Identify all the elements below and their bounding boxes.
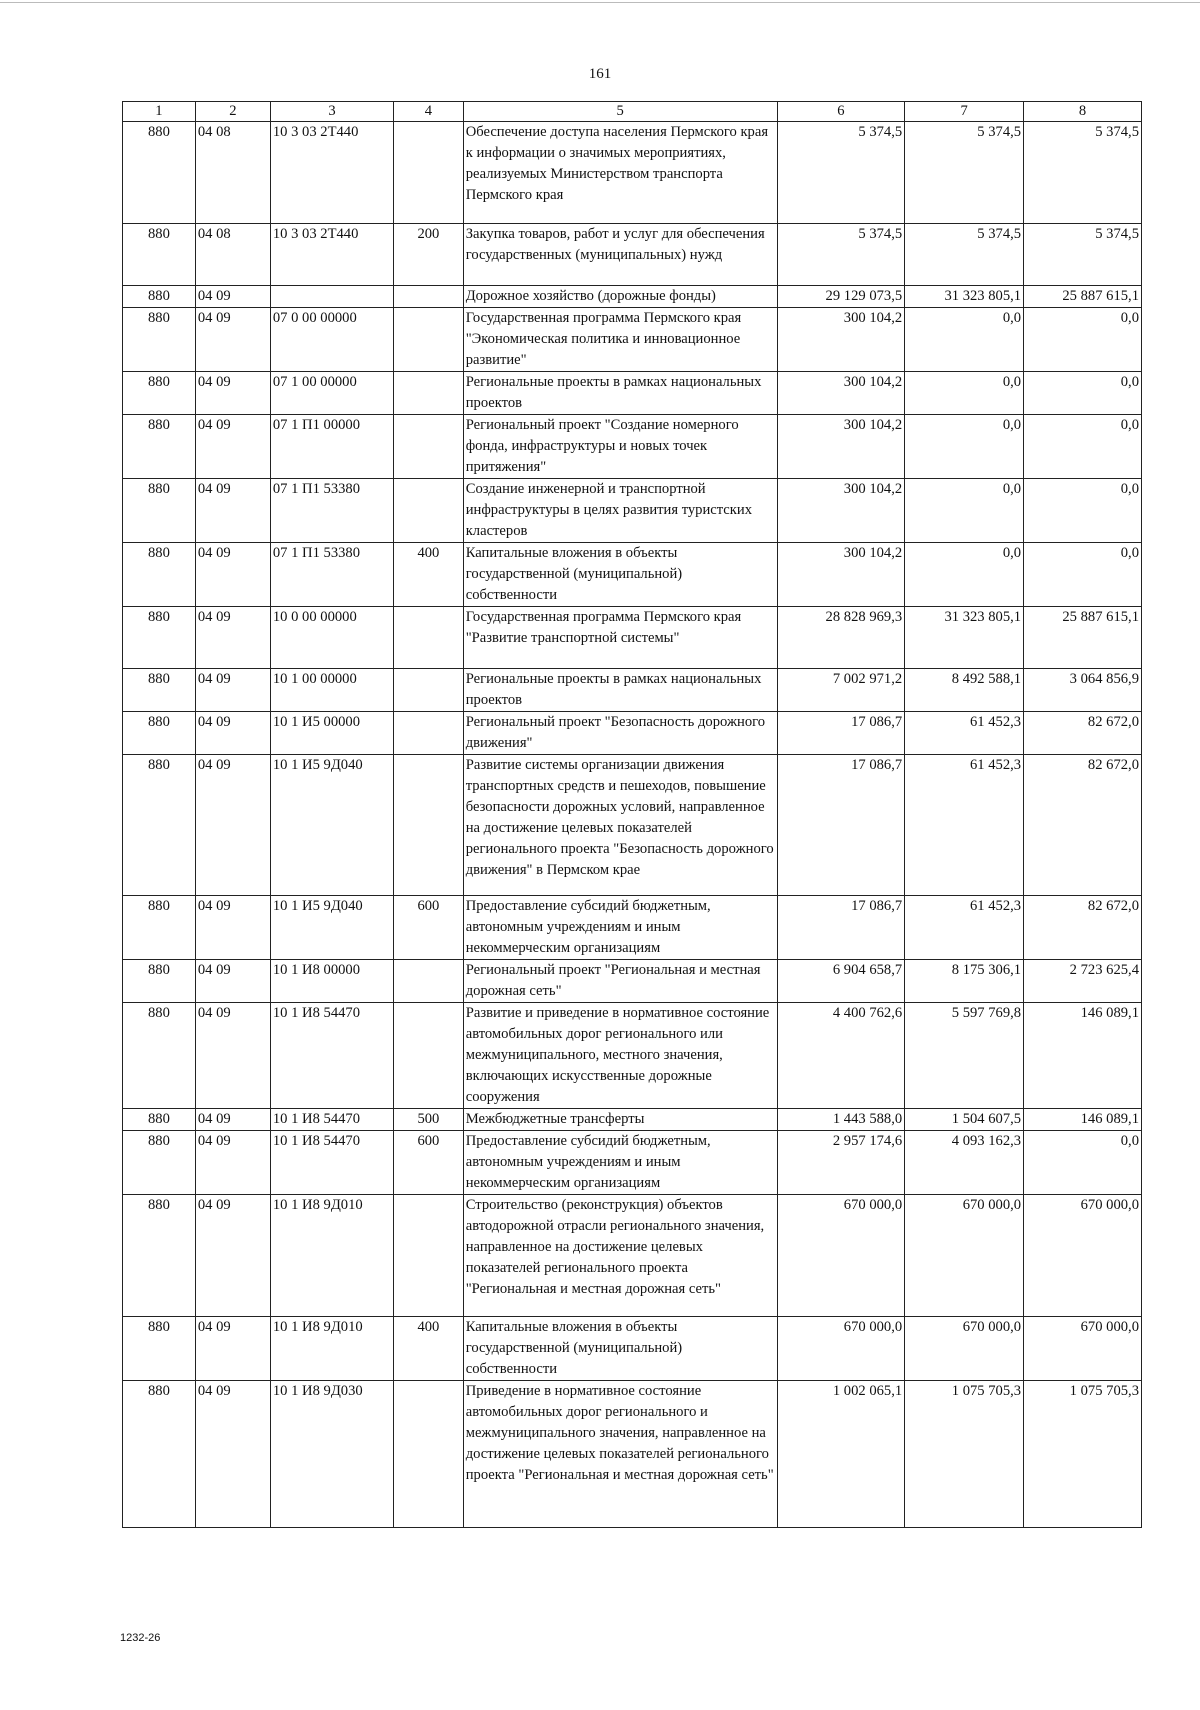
cell-section-code: 04 09 (195, 479, 270, 543)
cell-target-code: 10 1 И8 54470 (270, 1131, 393, 1195)
table-row (123, 960, 1142, 1003)
cell-admin-code: 880 (123, 1317, 196, 1381)
cell-amount-col6: 17 086,7 (777, 896, 905, 960)
cell-section-code: 04 09 (195, 415, 270, 479)
cell-description: Региональные проекты в рамках национальных проектов (463, 669, 777, 712)
cell-section-code: 04 09 (195, 960, 270, 1003)
cell-amount-col6: 300 104,2 (777, 308, 905, 372)
cell-description: Региональные проекты в рамках национальных проектов (463, 372, 777, 415)
cell-amount-col7: 1 504 607,5 (905, 1109, 1024, 1131)
table-row (123, 1109, 1142, 1131)
table-row (123, 896, 1142, 960)
cell-amount-col8: 82 672,0 (1024, 755, 1142, 896)
cell-target-code: 10 3 03 2Т440 (270, 224, 393, 286)
cell-expense-type: 400 (394, 543, 464, 607)
cell-admin-code: 880 (123, 1195, 196, 1317)
cell-admin-code: 880 (123, 1131, 196, 1195)
column-header: 6 (777, 102, 905, 122)
table-row (123, 286, 1142, 308)
cell-target-code: 10 3 03 2Т440 (270, 122, 393, 224)
cell-section-code: 04 09 (195, 543, 270, 607)
cell-section-code: 04 09 (195, 1381, 270, 1528)
cell-amount-col6: 2 957 174,6 (777, 1131, 905, 1195)
cell-description: Капитальные вложения в объекты государственной (муниципальной) собственности (463, 1317, 777, 1381)
cell-amount-col7: 8 492 588,1 (905, 669, 1024, 712)
table-row (123, 1317, 1142, 1381)
page-number: 161 (588, 66, 612, 82)
cell-description: Развитие и приведение в нормативное состояние автомобильных дорог регионального или межмуниципального, местного значения, включающих искусственные дорожные сооружения (463, 1003, 777, 1109)
cell-amount-col8: 82 672,0 (1024, 712, 1142, 755)
cell-description: Предоставление субсидий бюджетным, автономным учреждениям и иным некоммерческим организациям (463, 896, 777, 960)
scan-edge-line (0, 2, 1200, 3)
cell-amount-col7: 0,0 (905, 415, 1024, 479)
cell-amount-col8: 0,0 (1024, 415, 1142, 479)
column-header: 2 (195, 102, 270, 122)
table-row (123, 1381, 1142, 1528)
cell-amount-col8: 146 089,1 (1024, 1003, 1142, 1109)
cell-amount-col7: 0,0 (905, 543, 1024, 607)
cell-admin-code: 880 (123, 308, 196, 372)
table-row (123, 479, 1142, 543)
cell-expense-type (394, 669, 464, 712)
cell-target-code: 10 0 00 00000 (270, 607, 393, 669)
cell-expense-type (394, 479, 464, 543)
cell-target-code: 07 1 П1 53380 (270, 543, 393, 607)
cell-expense-type (394, 372, 464, 415)
cell-admin-code: 880 (123, 607, 196, 669)
cell-section-code: 04 09 (195, 1317, 270, 1381)
cell-amount-col8: 3 064 856,9 (1024, 669, 1142, 712)
cell-description: Приведение в нормативное состояние автомобильных дорог регионального и межмуниципального значения, направленное на достижение целевых показателей регионального проекта "Региональная и местная дорожная сеть" (463, 1381, 777, 1528)
column-header: 8 (1024, 102, 1142, 122)
cell-expense-type (394, 122, 464, 224)
cell-amount-col7: 61 452,3 (905, 712, 1024, 755)
cell-description: Государственная программа Пермского края "Экономическая политика и инновационное развитие" (463, 308, 777, 372)
cell-section-code: 04 09 (195, 896, 270, 960)
cell-amount-col7: 0,0 (905, 372, 1024, 415)
cell-description: Региональный проект "Безопасность дорожного движения" (463, 712, 777, 755)
cell-amount-col6: 300 104,2 (777, 415, 905, 479)
cell-amount-col6: 28 828 969,3 (777, 607, 905, 669)
cell-admin-code: 880 (123, 543, 196, 607)
cell-admin-code: 880 (123, 372, 196, 415)
cell-section-code: 04 09 (195, 1109, 270, 1131)
cell-admin-code: 880 (123, 960, 196, 1003)
cell-section-code: 04 09 (195, 308, 270, 372)
cell-admin-code: 880 (123, 224, 196, 286)
cell-expense-type: 600 (394, 896, 464, 960)
budget-table (122, 101, 1142, 1528)
table-header-row (123, 102, 1142, 122)
cell-section-code: 04 09 (195, 1131, 270, 1195)
cell-target-code: 10 1 И8 9Д010 (270, 1195, 393, 1317)
cell-expense-type (394, 308, 464, 372)
cell-admin-code: 880 (123, 712, 196, 755)
cell-amount-col6: 17 086,7 (777, 755, 905, 896)
table-body (123, 122, 1142, 1528)
table-row (123, 415, 1142, 479)
cell-amount-col7: 670 000,0 (905, 1195, 1024, 1317)
cell-amount-col8: 5 374,5 (1024, 122, 1142, 224)
cell-amount-col7: 31 323 805,1 (905, 607, 1024, 669)
cell-section-code: 04 09 (195, 755, 270, 896)
cell-admin-code: 880 (123, 669, 196, 712)
cell-amount-col6: 4 400 762,6 (777, 1003, 905, 1109)
cell-target-code: 10 1 И8 9Д010 (270, 1317, 393, 1381)
cell-description: Развитие системы организации движения транспортных средств и пешеходов, повышение безопасности дорожных условий, направленное на достижение целевых показателей регионального проекта "Безопасность дорожного движения" в Пермском крае (463, 755, 777, 896)
cell-expense-type (394, 1381, 464, 1528)
cell-description: Предоставление субсидий бюджетным, автономным учреждениям и иным некоммерческим организациям (463, 1131, 777, 1195)
cell-section-code: 04 08 (195, 224, 270, 286)
table-row (123, 1131, 1142, 1195)
cell-description: Государственная программа Пермского края "Развитие транспортной системы" (463, 607, 777, 669)
cell-section-code: 04 09 (195, 1003, 270, 1109)
cell-amount-col8: 670 000,0 (1024, 1317, 1142, 1381)
cell-target-code: 10 1 И5 9Д040 (270, 896, 393, 960)
cell-admin-code: 880 (123, 1003, 196, 1109)
table-row (123, 607, 1142, 669)
cell-expense-type (394, 1003, 464, 1109)
column-header: 5 (463, 102, 777, 122)
cell-amount-col6: 300 104,2 (777, 479, 905, 543)
column-header: 4 (394, 102, 464, 122)
cell-description: Создание инженерной и транспортной инфраструктуры в целях развития туристских кластеров (463, 479, 777, 543)
cell-amount-col7: 61 452,3 (905, 896, 1024, 960)
cell-expense-type (394, 415, 464, 479)
cell-amount-col6: 17 086,7 (777, 712, 905, 755)
table-row (123, 712, 1142, 755)
cell-amount-col6: 1 443 588,0 (777, 1109, 905, 1131)
cell-section-code: 04 09 (195, 669, 270, 712)
cell-description: Капитальные вложения в объекты государственной (муниципальной) собственности (463, 543, 777, 607)
cell-amount-col8: 0,0 (1024, 372, 1142, 415)
cell-expense-type: 400 (394, 1317, 464, 1381)
table-row (123, 224, 1142, 286)
cell-amount-col7: 670 000,0 (905, 1317, 1024, 1381)
cell-target-code: 07 1 П1 00000 (270, 415, 393, 479)
table-row (123, 755, 1142, 896)
cell-amount-col8: 5 374,5 (1024, 224, 1142, 286)
cell-amount-col8: 82 672,0 (1024, 896, 1142, 960)
cell-amount-col8: 0,0 (1024, 543, 1142, 607)
cell-section-code: 04 09 (195, 1195, 270, 1317)
cell-amount-col6: 5 374,5 (777, 122, 905, 224)
cell-amount-col7: 4 093 162,3 (905, 1131, 1024, 1195)
cell-amount-col8: 0,0 (1024, 1131, 1142, 1195)
cell-amount-col7: 0,0 (905, 308, 1024, 372)
cell-description: Дорожное хозяйство (дорожные фонды) (463, 286, 777, 308)
cell-admin-code: 880 (123, 1109, 196, 1131)
document-code: 1232-26 (120, 1632, 161, 1644)
cell-target-code: 10 1 И5 00000 (270, 712, 393, 755)
cell-expense-type (394, 755, 464, 896)
table-row (123, 543, 1142, 607)
cell-target-code: 07 1 П1 53380 (270, 479, 393, 543)
cell-admin-code: 880 (123, 755, 196, 896)
cell-expense-type (394, 1195, 464, 1317)
cell-target-code: 10 1 И8 54470 (270, 1003, 393, 1109)
cell-admin-code: 880 (123, 896, 196, 960)
cell-admin-code: 880 (123, 479, 196, 543)
column-header: 7 (905, 102, 1024, 122)
cell-amount-col7: 5 597 769,8 (905, 1003, 1024, 1109)
cell-amount-col7: 5 374,5 (905, 122, 1024, 224)
cell-amount-col8: 25 887 615,1 (1024, 607, 1142, 669)
cell-amount-col6: 5 374,5 (777, 224, 905, 286)
cell-amount-col7: 5 374,5 (905, 224, 1024, 286)
cell-amount-col8: 2 723 625,4 (1024, 960, 1142, 1003)
cell-target-code: 10 1 И8 9Д030 (270, 1381, 393, 1528)
table-row (123, 122, 1142, 224)
cell-amount-col6: 29 129 073,5 (777, 286, 905, 308)
column-header: 3 (270, 102, 393, 122)
cell-amount-col6: 1 002 065,1 (777, 1381, 905, 1528)
cell-admin-code: 880 (123, 286, 196, 308)
cell-description: Обеспечение доступа населения Пермского края к информации о значимых мероприятиях, реализуемых Министерством транспорта Пермского края (463, 122, 777, 224)
cell-amount-col6: 670 000,0 (777, 1317, 905, 1381)
cell-section-code: 04 09 (195, 712, 270, 755)
cell-target-code: 07 0 00 00000 (270, 308, 393, 372)
cell-expense-type (394, 960, 464, 1003)
table-row (123, 669, 1142, 712)
cell-description: Региональный проект "Региональная и местная дорожная сеть" (463, 960, 777, 1003)
cell-amount-col6: 300 104,2 (777, 543, 905, 607)
cell-admin-code: 880 (123, 415, 196, 479)
column-header: 1 (123, 102, 196, 122)
cell-target-code: 10 1 И8 54470 (270, 1109, 393, 1131)
cell-section-code: 04 09 (195, 607, 270, 669)
cell-description: Межбюджетные трансферты (463, 1109, 777, 1131)
cell-target-code: 10 1 00 00000 (270, 669, 393, 712)
cell-amount-col8: 0,0 (1024, 479, 1142, 543)
cell-section-code: 04 09 (195, 372, 270, 415)
cell-expense-type (394, 286, 464, 308)
cell-section-code: 04 08 (195, 122, 270, 224)
cell-amount-col8: 0,0 (1024, 308, 1142, 372)
cell-amount-col7: 1 075 705,3 (905, 1381, 1024, 1528)
cell-amount-col6: 6 904 658,7 (777, 960, 905, 1003)
cell-expense-type: 200 (394, 224, 464, 286)
cell-amount-col6: 300 104,2 (777, 372, 905, 415)
cell-amount-col6: 670 000,0 (777, 1195, 905, 1317)
cell-target-code: 07 1 00 00000 (270, 372, 393, 415)
cell-description: Строительство (реконструкция) объектов автодорожной отрасли регионального значения, направленное на достижение целевых показателей регионального проекта "Региональная и местная дорожная сеть" (463, 1195, 777, 1317)
cell-amount-col7: 8 175 306,1 (905, 960, 1024, 1003)
cell-admin-code: 880 (123, 1381, 196, 1528)
cell-expense-type: 600 (394, 1131, 464, 1195)
table-row (123, 308, 1142, 372)
table-row (123, 1195, 1142, 1317)
cell-amount-col7: 31 323 805,1 (905, 286, 1024, 308)
cell-expense-type: 500 (394, 1109, 464, 1131)
cell-expense-type (394, 607, 464, 669)
cell-amount-col8: 25 887 615,1 (1024, 286, 1142, 308)
cell-target-code: 10 1 И5 9Д040 (270, 755, 393, 896)
cell-description: Региональный проект "Создание номерного фонда, инфраструктуры и новых точек притяжения" (463, 415, 777, 479)
cell-amount-col6: 7 002 971,2 (777, 669, 905, 712)
cell-description: Закупка товаров, работ и услуг для обеспечения государственных (муниципальных) нужд (463, 224, 777, 286)
cell-amount-col8: 1 075 705,3 (1024, 1381, 1142, 1528)
cell-target-code: 10 1 И8 00000 (270, 960, 393, 1003)
table-row (123, 372, 1142, 415)
cell-section-code: 04 09 (195, 286, 270, 308)
cell-target-code (270, 286, 393, 308)
cell-expense-type (394, 712, 464, 755)
table-row (123, 1003, 1142, 1109)
cell-amount-col7: 61 452,3 (905, 755, 1024, 896)
cell-amount-col8: 670 000,0 (1024, 1195, 1142, 1317)
cell-amount-col8: 146 089,1 (1024, 1109, 1142, 1131)
cell-admin-code: 880 (123, 122, 196, 224)
cell-amount-col7: 0,0 (905, 479, 1024, 543)
